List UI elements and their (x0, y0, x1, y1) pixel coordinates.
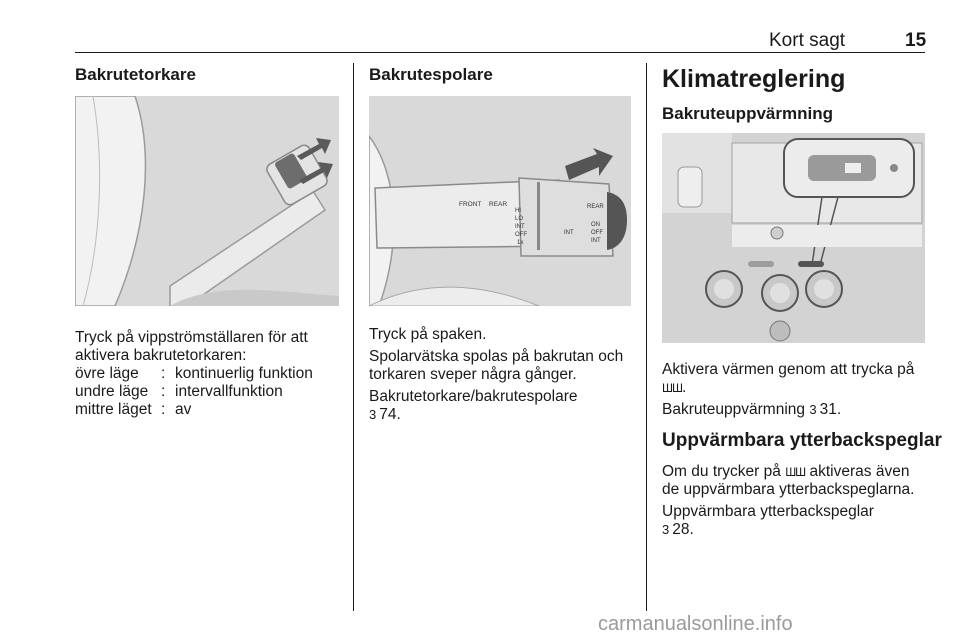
heading-rear-washer: Bakrutespolare (369, 65, 493, 84)
section-title: Klimatreglering (662, 65, 846, 93)
defrost-instruction-1: Aktivera värmen genom att trycka på (662, 361, 915, 378)
position-colon: : (161, 365, 166, 382)
column-divider-2 (646, 63, 647, 611)
washer-xref-title: Bakrutetorkare/bakrutespolare (369, 388, 578, 405)
page-ref-icon: 3 (662, 522, 670, 537)
figure-label-on: ON (591, 222, 600, 228)
rear-defrost-icon: ШШ (662, 381, 682, 395)
defrost-xref[interactable]: Bakruteuppvärmning 3 31. (662, 401, 842, 418)
figure-label-int3: INT (591, 238, 601, 244)
rear-defrost-icon: ШШ (785, 465, 806, 479)
rear-wiper-intro-2: aktivera bakrutetorkaren: (75, 347, 247, 364)
page-number: 15 (905, 30, 927, 51)
position-colon: : (161, 383, 166, 400)
mirrors-xref-page[interactable] (662, 520, 694, 539)
page-ref-icon: 3 (369, 407, 377, 422)
mirrors-text-2: de uppvärmbara ytterbackspeglarna. (662, 481, 915, 498)
heading-rear-wiper: Bakrutetorkare (75, 65, 196, 84)
climate-control-figure (662, 133, 925, 343)
figure-label-rear: REAR (489, 201, 508, 208)
figure-label-rear2: REAR (587, 204, 604, 210)
position-colon: : (161, 401, 166, 418)
site-watermark: carmanualsonline.info (598, 613, 793, 635)
figure-label-1x: 1x (517, 240, 524, 246)
position-function: kontinuerlig funktion (175, 365, 313, 382)
position-label: undre läge (75, 383, 149, 400)
page-ref-number: 28. (672, 521, 694, 538)
figure-label-off: OFF (515, 232, 527, 238)
position-label: övre läge (75, 365, 139, 382)
page-ref-icon: 3 (809, 402, 817, 417)
figure-label-hi: HI (515, 208, 521, 214)
running-header-section: Kort sagt (769, 30, 846, 51)
rear-wiper-intro-1: Tryck på vippströmställaren för att (75, 329, 308, 346)
figure-label-int: INT (515, 224, 525, 230)
figure-label-int2: INT (564, 230, 574, 236)
mirrors-text-1: Om du trycker på ШШ aktiveras även (662, 463, 910, 480)
position-label: mittre läget (75, 401, 152, 418)
mirrors-xref-title: Uppvärmbara ytterbackspeglar (662, 503, 874, 520)
rear-wiper-figure (75, 96, 339, 306)
figure-label-front: FRONT (459, 201, 482, 208)
washer-desc-2: torkaren sveper några gånger. (369, 366, 577, 383)
header-rule (75, 52, 925, 53)
washer-xref-page[interactable] (369, 405, 401, 424)
washer-step-1: Tryck på spaken. (369, 326, 487, 343)
rear-washer-figure (369, 96, 631, 306)
page-ref-number: 74. (379, 406, 401, 423)
heading-heated-mirrors: Uppvärmbara ytterbackspeglar (662, 430, 942, 451)
position-function: av (175, 401, 192, 418)
position-function: intervallfunktion (175, 383, 283, 400)
washer-desc-1: Spolarvätska spolas på bakrutan och (369, 348, 624, 365)
defrost-instruction-2: ШШ. (662, 379, 687, 396)
column-divider-1 (353, 63, 354, 611)
figure-label-off2: OFF (591, 230, 603, 236)
page-ref-number: 31. (819, 401, 842, 418)
heading-rear-defrost: Bakruteuppvärmning (662, 104, 833, 123)
figure-label-lo: LO (515, 216, 524, 222)
